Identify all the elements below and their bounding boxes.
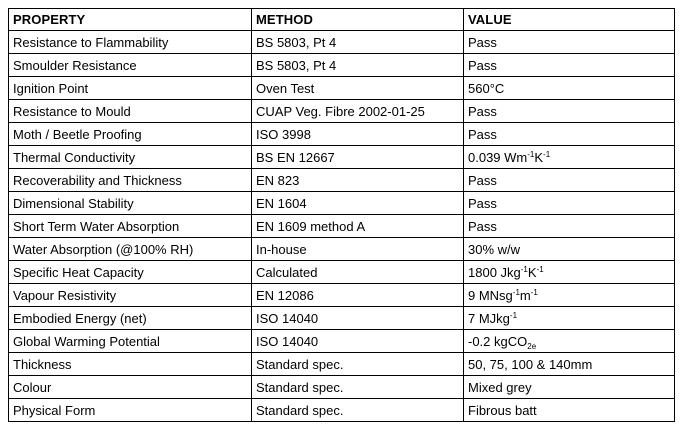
table-row (9, 169, 675, 192)
cell-property: Physical Form (9, 399, 252, 422)
cell-value: Pass (464, 31, 675, 54)
table-row (9, 215, 675, 238)
cell-property: Water Absorption (@100% RH) (9, 238, 252, 261)
table-row (9, 238, 675, 261)
cell-value: 7 MJkg$^{-1}$ (464, 307, 675, 330)
cell-property: Dimensional Stability (9, 192, 252, 215)
cell-value: Pass (464, 54, 675, 77)
cell-value: Pass (464, 215, 675, 238)
cell-value: Pass (464, 100, 675, 123)
cell-value: Mixed grey (464, 376, 675, 399)
cell-property: Smoulder Resistance (9, 54, 252, 77)
table-row (9, 376, 675, 399)
cell-method: ISO 3998 (252, 123, 464, 146)
cell-property: Ignition Point (9, 77, 252, 100)
table-row (9, 353, 675, 376)
cell-method: ISO 14040 (252, 307, 464, 330)
table-row (9, 330, 675, 353)
cell-method: Standard spec. (252, 353, 464, 376)
properties-table (8, 8, 675, 422)
header-method: METHOD (252, 9, 464, 31)
cell-method: Oven Test (252, 77, 464, 100)
cell-value: Fibrous batt (464, 399, 675, 422)
cell-property: Vapour Resistivity (9, 284, 252, 307)
cell-value: 50, 75, 100 & 140mm (464, 353, 675, 376)
cell-property: Thermal Conductivity (9, 146, 252, 169)
table-row (9, 123, 675, 146)
cell-property: Thickness (9, 353, 252, 376)
table-header-row (9, 9, 675, 31)
cell-value: 1800 $Jkg^{-1}K^{-1}$ (464, 261, 675, 284)
cell-value: 560°C (464, 77, 675, 100)
cell-property: Resistance to Mould (9, 100, 252, 123)
cell-method: Calculated (252, 261, 464, 284)
table-row (9, 399, 675, 422)
cell-method: EN 823 (252, 169, 464, 192)
header-value: VALUE (464, 9, 675, 31)
cell-method: BS EN 12667 (252, 146, 464, 169)
cell-method: EN 1604 (252, 192, 464, 215)
cell-property: Short Term Water Absorption (9, 215, 252, 238)
table-row (9, 100, 675, 123)
properties-table-container (8, 8, 675, 422)
cell-property: Colour (9, 376, 252, 399)
cell-method: EN 1609 method A (252, 215, 464, 238)
cell-method: EN 12086 (252, 284, 464, 307)
cell-property: Moth / Beetle Proofing (9, 123, 252, 146)
cell-value: -0.2 kgCO$_{2e}$ (464, 330, 675, 353)
table-row (9, 31, 675, 54)
cell-property: Global Warming Potential (9, 330, 252, 353)
table-row (9, 54, 675, 77)
table-row (9, 77, 675, 100)
table-row (9, 146, 675, 169)
cell-method: CUAP Veg. Fibre 2002-01-25 (252, 100, 464, 123)
cell-value: 0.039 $Wm^{-1}K^{-1}$ (464, 146, 675, 169)
table-row (9, 284, 675, 307)
cell-value: Pass (464, 192, 675, 215)
cell-property: Resistance to Flammability (9, 31, 252, 54)
table-row (9, 261, 675, 284)
cell-value: 9 $MNsg^{-1}m^{-1}$ (464, 284, 675, 307)
table-row (9, 307, 675, 330)
cell-value: Pass (464, 169, 675, 192)
cell-method: BS 5803, Pt 4 (252, 31, 464, 54)
cell-value: Pass (464, 123, 675, 146)
cell-property: Specific Heat Capacity (9, 261, 252, 284)
header-property: PROPERTY (9, 9, 252, 31)
cell-method: ISO 14040 (252, 330, 464, 353)
cell-method: Standard spec. (252, 376, 464, 399)
cell-property: Embodied Energy (net) (9, 307, 252, 330)
cell-value: 30% w/w (464, 238, 675, 261)
table-row (9, 192, 675, 215)
cell-method: BS 5803, Pt 4 (252, 54, 464, 77)
cell-method: Standard spec. (252, 399, 464, 422)
cell-method: In-house (252, 238, 464, 261)
cell-property: Recoverability and Thickness (9, 169, 252, 192)
